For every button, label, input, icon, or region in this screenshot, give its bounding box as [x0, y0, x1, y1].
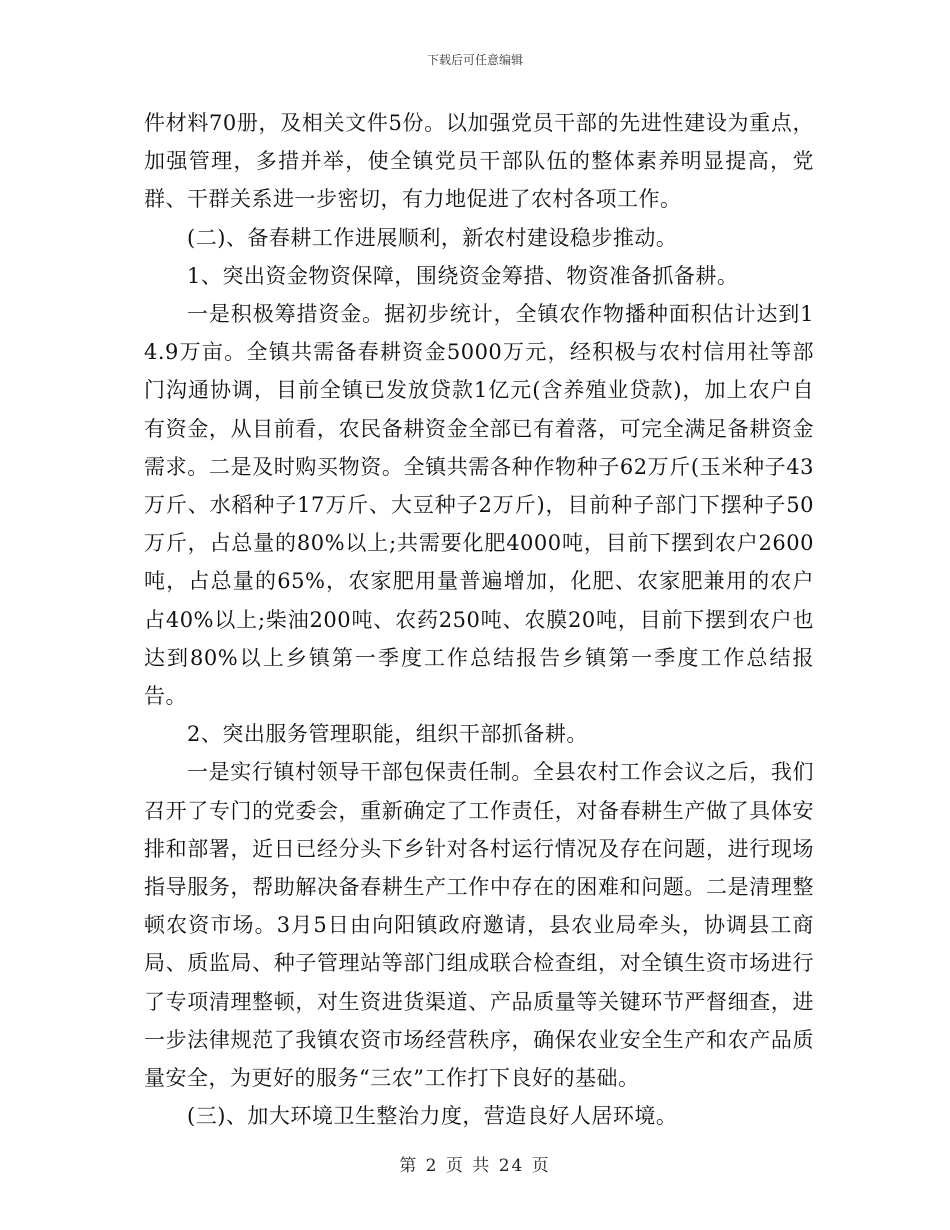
- section-heading-spring-plowing: (二)、备春耕工作进展顺利，新农村建设稳步推动。: [187, 225, 678, 250]
- subheading-funds-materials: 1、突出资金物资保障，围绕资金筹措、物资准备抓备耕。: [187, 263, 739, 288]
- paragraph-service-management: 一是实行镇村领导干部包保责任制。全县农村工作会议之后，我们召开了专门的党委会，重新确定了工作责任，对备春耕生产做了具体安排和部署，近日已经分头下乡针对各村运行情况及存在问题，进行现场指导服务，帮助解决备春耕生产工作中存在的困难和问题。二是清理整顿农资市场。3月5日由向阳镇政府邀请，县农业局牵头，协调县工商局、质监局、种子管理站等部门组成联合检查组，对全镇生资市场进行了专项清理整顿，对生资进货渠道、产品质量等关键环节严督细查，进一步法律规范了我镇农资市场经营秩序，确保农业安全生产和农产品质量安全，为更好的服务“三农”工作打下良好的基础。: [144, 760, 814, 1091]
- subheading-service-management: 2、突出服务管理职能，组织干部抓备耕。: [187, 722, 588, 747]
- document-body: [144, 104, 814, 1135]
- page-footer: 第 2 页 共 24 页: [399, 1156, 551, 1176]
- paragraph-funds-materials: 一是积极筹措资金。据初步统计，全镇农作物播种面积估计达到14.9万亩。全镇共需备春耕资金5000万元，经积极与农村信用社等部门沟通协调，目前全镇已发放贷款1亿元(含养殖业贷款)，加上农户自有资金，从目前看，农民备耕资金全部已有着落，可完全满足备耕资金需求。二是及时购买物资。全镇共需各种作物种子62万斤(玉米种子43万斤、水稻种子17万斤、大豆种子2万斤)，目前种子部门下摆种子50万斤，占总量的80%以上;共需要化肥4000吨，目前下摆到农户2600吨，占总量的65%，农家肥用量普遍增加，化肥、农家肥兼用的农户占40%以上;柴油200吨、农药250吨、农膜20吨，目前下摆到农户也达到80%以上乡镇第一季度工作总结报告乡镇第一季度工作总结报告。: [144, 302, 814, 709]
- page-header: 下载后可任意编辑: [426, 53, 523, 67]
- section-heading-environment: (三)、加大环境卫生整治力度，营造良好人居环境。: [187, 1104, 678, 1129]
- paragraph-party-building: 件材料70册，及相关文件5份。以加强党员干部的先进性建设为重点，加强管理，多措并举，使全镇党员干部队伍的整体素养明显提高，党群、干群关系进一步密切，有力地促进了农村各项工作。: [144, 111, 814, 212]
